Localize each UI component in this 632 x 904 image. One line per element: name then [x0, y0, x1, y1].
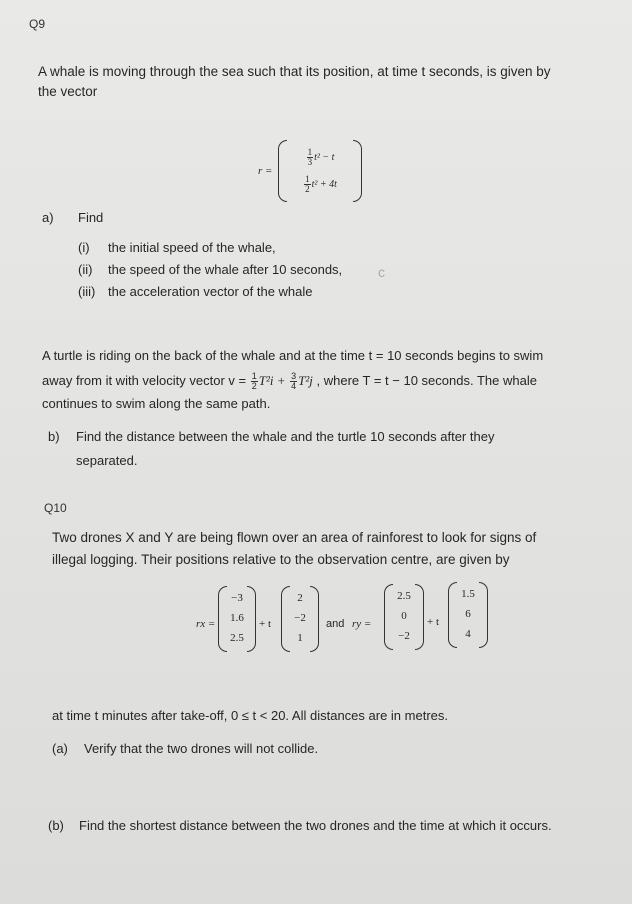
- sub-ii-label: (ii): [78, 262, 93, 277]
- sub-ii-text: the speed of the whale after 10 seconds,: [108, 262, 343, 277]
- rx-col1-row2: 1.6: [230, 612, 244, 624]
- ry-initial-vector: [384, 584, 424, 650]
- q10-intro-line1: Two drones X and Y are being flown over an area of rainforest to look for signs of: [52, 530, 537, 545]
- vector-row1: t² − t: [314, 151, 335, 163]
- q10-part-b-text: Find the shortest distance between the two drones and the time at which it occurs.: [79, 818, 552, 833]
- ry-col2-row2: 6: [465, 608, 471, 620]
- q9-intro-line2: the vector: [38, 84, 98, 99]
- rx-col2-row3: 1: [297, 632, 303, 644]
- ry-col1-row3: −2: [398, 630, 410, 642]
- rx-direction-vector: [281, 586, 319, 652]
- sub-iii-label: (iii): [78, 284, 96, 299]
- turtle-line2: away from it with velocity vector v = $\frac{1}{2}$ T²i + $\frac{3}{4}$ T²j , where T = t − 10 seconds. The whale: [42, 371, 537, 391]
- sub-iii-text: the acceleration vector of the whale: [108, 284, 313, 299]
- part-b-line1: Find the distance between the whale and the turtle 10 seconds after they: [76, 429, 495, 444]
- rx-label: rx =: [196, 618, 216, 630]
- rx-col1-row3: 2.5: [230, 632, 244, 644]
- fraction-one-half: $\frac{1}{2}$: [305, 174, 310, 194]
- q9-intro-line1: A whale is moving through the sea such that its position, at time t seconds, is given by: [38, 64, 551, 79]
- part-a-label: a): [42, 210, 54, 225]
- fraction-three-quarters: $\frac{3}{4}$: [291, 371, 297, 391]
- q10-part-a-text: Verify that the two drones will not collide.: [84, 741, 319, 756]
- ry-label: ry =: [352, 618, 372, 630]
- whale-position-vector: [278, 140, 362, 202]
- ry-col2-row1: 1.5: [461, 588, 475, 600]
- fraction-one-third: $\frac{1}{3}$: [307, 147, 313, 167]
- ry-col1-row1: 2.5: [397, 590, 411, 602]
- plus-t-1: + t: [259, 618, 272, 630]
- part-b-label: b): [48, 429, 60, 444]
- q10-intro-line2: illegal logging. Their positions relative to the observation centre, are given by: [52, 552, 510, 567]
- turtle-line3: continues to swim along the same path.: [42, 396, 271, 411]
- sub-i-text: the initial speed of the whale,: [108, 240, 276, 255]
- vector-r-label: r =: [258, 165, 273, 177]
- ry-col1-row2: 0: [401, 610, 407, 622]
- sub-i-label: (i): [78, 240, 90, 255]
- rx-col2-row1: 2: [297, 592, 303, 604]
- q10-part-b-label: (b): [48, 818, 64, 833]
- rx-initial-vector: [218, 586, 256, 652]
- ry-col2-row3: 4: [465, 628, 471, 640]
- q10-part-a-label: (a): [52, 741, 68, 756]
- part-a-text: Find: [78, 210, 104, 225]
- vector-row2: t² + 4t: [311, 178, 337, 190]
- pencil-mark: c: [378, 264, 385, 280]
- question-number-q9: Q9: [29, 17, 46, 31]
- part-b-line2: separated.: [76, 453, 138, 468]
- ry-direction-vector: [448, 582, 488, 648]
- and-text: and: [326, 618, 345, 630]
- question-number-q10: Q10: [44, 501, 67, 515]
- plus-t-2: + t: [427, 616, 440, 628]
- fraction-one-half-v: $\frac{1}{2}$: [251, 371, 257, 391]
- turtle-line1: A turtle is riding on the back of the whale and at the time t = 10 seconds begins to swim: [42, 348, 544, 363]
- rx-col1-row1: −3: [231, 592, 243, 604]
- rx-col2-row2: −2: [294, 612, 306, 624]
- q10-time-line: at time t minutes after take-off, 0 ≤ t < 20. All distances are in metres.: [52, 708, 448, 723]
